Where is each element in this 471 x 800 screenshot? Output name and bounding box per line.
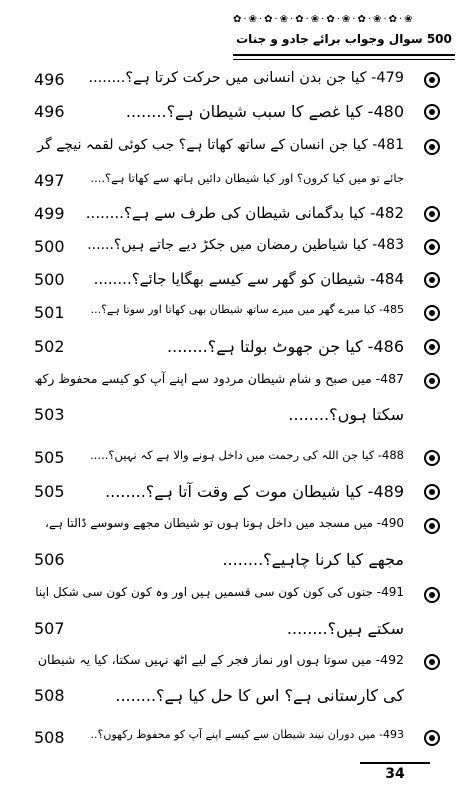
- entry-text-line: جائے تو میں کیا کروں؟ اور کیا شیطان دائیں ہاتھ سے کھاتا ہے؟....: [90, 171, 404, 185]
- toc-entry: [34, 652, 440, 720]
- bullet-icon: [424, 339, 440, 355]
- entry-page-number: 505: [34, 482, 65, 501]
- bullet-icon: [424, 239, 440, 255]
- entry-text-line: 491- جنوں کی کون کون سی قسمیں ہیں اور وہ کون کون سی شکل اپنا: [35, 585, 404, 599]
- entry-text-line: 489- کیا شیطان موت کے وقت آتا ہے؟........: [105, 482, 404, 501]
- page-number: 34: [360, 762, 430, 784]
- toc-entry: [34, 237, 440, 271]
- entry-text-line: 493- میں دوران نیند شیطان سے کیسے اپنے آپ کو محفوظ رکھوں؟..: [90, 728, 404, 741]
- toc-entry: [34, 70, 440, 104]
- entry-page-number: 506: [34, 550, 65, 569]
- bullet-icon: [424, 206, 440, 222]
- entry-text-line: 490- میں مسجد میں داخل ہوتا ہوں تو شیطان مجھے وسوسے ڈالتا ہے،: [45, 516, 404, 530]
- bullet-icon: [424, 450, 440, 466]
- entry-page-number: 496: [34, 70, 65, 89]
- entry-page-number: 500: [34, 270, 65, 289]
- toc-entry: [34, 371, 440, 439]
- entry-page-number: 508: [34, 728, 65, 747]
- entry-text-line: 483- کیا شیاطین رمضان میں جکڑ دیے جاتے ہیں؟......: [87, 237, 404, 253]
- entry-page-number: 508: [34, 686, 65, 705]
- toc-entry: [34, 337, 440, 371]
- entry-page-number: 496: [34, 102, 65, 121]
- bullet-icon: [424, 139, 440, 155]
- entry-text-line: 479- کیا جن بدن انسانی میں حرکت کرتا ہے؟........: [88, 70, 404, 86]
- entry-text-line: 481- کیا جن انسان کے ساتھ کھاتا ہے؟ جب کوئی لقمہ نیچے گر: [37, 137, 404, 153]
- entry-page-number: 503: [34, 405, 65, 424]
- entry-page-number: 502: [34, 337, 65, 356]
- header-rule-thin: [233, 59, 455, 60]
- toc-entry: [34, 303, 440, 337]
- entry-text-line: 480- کیا غصے کا سبب شیطان ہے؟........: [125, 102, 404, 121]
- book-title: 500 سوال وجواب برائے جادو و جنات: [236, 32, 452, 46]
- bullet-icon: [424, 518, 440, 534]
- toc-entry: [34, 137, 440, 205]
- bullet-icon: [424, 484, 440, 500]
- toc-entry: [34, 482, 440, 516]
- bullet-icon: [424, 72, 440, 88]
- toc-entry: [34, 448, 440, 482]
- header-ornament: ✿·❀·✿·❀·✿·❀·✿·❀·✿·❀·✿·❀: [233, 14, 415, 25]
- toc-entry: [34, 204, 440, 238]
- bullet-icon: [424, 272, 440, 288]
- toc-entry: [34, 585, 440, 653]
- entry-page-number: 497: [34, 171, 65, 190]
- entry-text-line: 488- کیا جن اللہ کی رحمت میں داخل ہونے والا ہے کہ نہیں؟.....: [90, 448, 404, 462]
- toc-entry: [34, 102, 440, 136]
- bullet-icon: [424, 305, 440, 321]
- toc-entry: [34, 728, 440, 762]
- entry-text-line: مجھے کیا کرنا چاہیے؟........: [222, 550, 404, 569]
- entry-text-line: کی کارستانی ہے؟ اس کا حل کیا ہے؟........: [115, 686, 404, 705]
- entry-text-line: 486- کیا جن جھوٹ بولتا ہے؟........: [167, 337, 404, 356]
- bullet-icon: [424, 104, 440, 120]
- bullet-icon: [424, 730, 440, 746]
- entry-text-line: 484- شیطان کو گھر سے کیسے بھگایا جائے؟........: [93, 270, 404, 288]
- header-rule: [233, 54, 455, 56]
- bullet-icon: [424, 587, 440, 603]
- entry-page-number: 501: [34, 303, 65, 322]
- entry-text-line: سکتے ہیں؟........: [286, 619, 404, 638]
- entry-page-number: 499: [34, 204, 65, 223]
- toc-entry: [34, 270, 440, 304]
- bullet-icon: [424, 654, 440, 670]
- entry-text-line: 482- کیا بدگمانی شیطان کی طرف سے ہے؟........: [85, 204, 404, 222]
- entry-text-line: 492- میں سوتا ہوں اور نماز فجر کے لیے اٹھ نہیں سکتا، کیا یہ شیطان: [37, 652, 404, 667]
- entry-page-number: 505: [34, 448, 65, 467]
- bullet-icon: [424, 373, 440, 389]
- entry-page-number: 507: [34, 619, 65, 638]
- entry-text-line: 487- میں صبح و شام شیطان مردود سے اپنے آپ کو کیسے محفوظ رکھ: [34, 371, 404, 386]
- entry-text-line: 485- کیا میرے گھر میں میرے ساتھ شیطان بھی کھاتا اور سوتا ہے؟...: [90, 303, 404, 316]
- page-header: [233, 14, 455, 64]
- entry-text-line: سکتا ہوں؟........: [288, 405, 404, 424]
- toc-entry: [34, 516, 440, 584]
- entry-page-number: 500: [34, 237, 65, 256]
